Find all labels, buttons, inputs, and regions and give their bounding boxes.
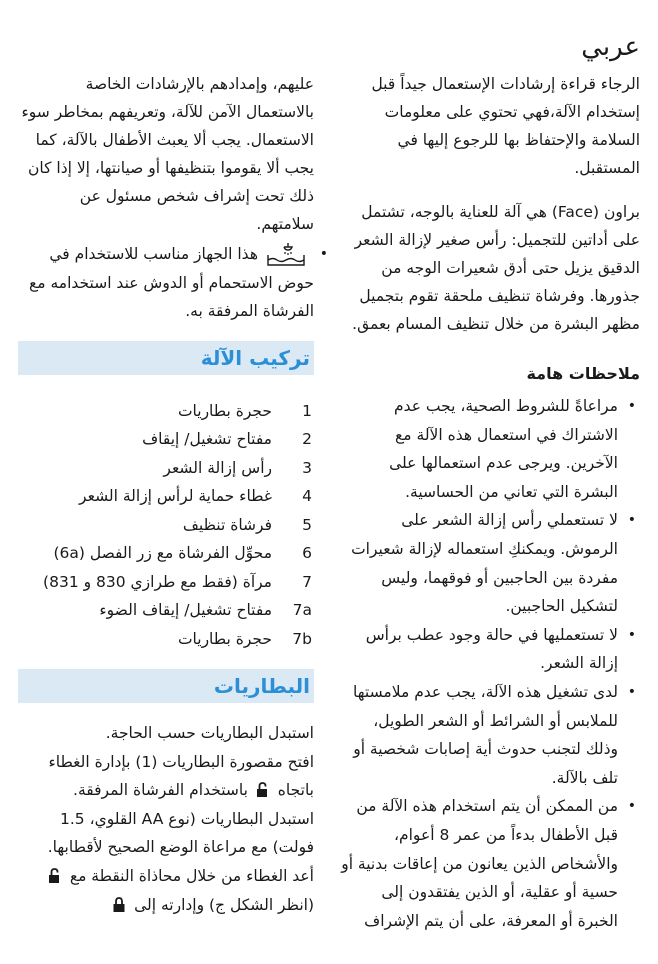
- part-item: [18, 511, 314, 540]
- parts-list: [18, 397, 314, 654]
- part-number: 1: [302, 401, 312, 420]
- part-item: [18, 482, 314, 511]
- part-number: 3: [302, 458, 312, 477]
- unlock-icon: [48, 864, 62, 879]
- part-label: مفتاح تشغيل/ إيقاف الضوء: [99, 601, 272, 619]
- language-title: عربي: [581, 32, 640, 62]
- batteries-line-4a: أعد الغطاء من خلال محاذاة النقطة مع: [69, 866, 314, 885]
- part-label: حجرة بطاريات: [177, 401, 272, 420]
- part-item: [18, 596, 314, 625]
- part-item: [18, 425, 314, 454]
- bullet-icon: •: [627, 398, 636, 414]
- assembly-heading: تركيب الآلة: [18, 341, 314, 375]
- important-notes-list: [340, 392, 640, 935]
- batteries-line-4b: (انظر الشكل ج) وإدارته إلى: [134, 895, 314, 914]
- note-continuation: عليهم، وإمدادهم بالإرشادات الخاصة بالاستعمال الآمن للآلة، وتعريفهم بمخاطر سوء الاستعمال. يجب ألا يعبث الأطفال بالآلة، كما يجب ألا يقوموا بتنظيفها أو صيانتها، إلا إذا كان ذلك تحت إشراف شخص مسئول عن سلامتهم.: [21, 75, 314, 233]
- lock-icon: [112, 893, 126, 908]
- shower-note-text: هذا الجهاز مناسب للاستخدام في حوض الاستحمام أو الدوش عند استخدامه مع الفرشاة المرفقة به.: [29, 245, 314, 320]
- batteries-text: [18, 719, 314, 919]
- note-item: [340, 621, 640, 678]
- part-number: 4: [302, 487, 312, 505]
- part-item: [18, 568, 314, 597]
- part-label: مفتاح تشغيل/ إيقاف: [142, 430, 272, 448]
- part-label: مرآة (فقط مع طرازي 830 و 831): [43, 572, 272, 591]
- batteries-heading: البطاريات: [18, 669, 314, 703]
- part-label: رأس إزالة الشعر: [163, 458, 272, 477]
- note-text: لا تستعمليها في حالة وجود عطب برأس إزالة الشعر.: [365, 625, 618, 673]
- note-text: لا تستعملي رأس إزالة الشعر على الرموش. ويمكنكِ استعماله لإزالة شعيرات مفردة بين الحاجبين أو فوقهما، وليس لتشكيل الحاجبين.: [351, 511, 618, 616]
- part-item: [18, 539, 314, 568]
- note-item: [340, 792, 640, 935]
- right-column: [340, 70, 640, 935]
- bullet-icon: •: [627, 512, 636, 529]
- unlock-icon: [256, 778, 270, 793]
- part-item: [18, 454, 314, 483]
- note-item: [340, 678, 640, 792]
- part-label: فرشاة تنظيف: [182, 515, 272, 534]
- bullet-icon: •: [319, 246, 328, 262]
- shower-note: [18, 240, 328, 325]
- note-item: [340, 392, 640, 506]
- note-text: من الممكن أن يتم استخدام هذه الآلة من قبل الأطفال بدءاً من عمر 8 أعوام، والأشخاص الذين يعانون من إعاقات بدنية أو حسية أو عقلية، أو الذين يفتقدون إلى الخبرة أو المعرفة، على أن يتم الإشراف: [341, 797, 618, 930]
- shower-bath-icon: [264, 241, 308, 269]
- bullet-icon: •: [627, 626, 636, 643]
- batteries-line-1: استبدل البطاريات حسب الحاجة.: [105, 724, 314, 742]
- note-text: لدى تشغيل هذه الآلة، يجب عدم ملامستها للملابس أو الشرائط أو الشعر الطويل، وذلك لتجنب حدوث أية إصابات شخصية أو تلف بالآلة.: [353, 682, 618, 787]
- part-label: غطاء حماية لرأس إزالة الشعر: [79, 487, 272, 505]
- part-number: 7b: [292, 629, 312, 648]
- left-column: [18, 70, 328, 919]
- note-item: [340, 506, 640, 620]
- bullet-icon: •: [627, 798, 636, 815]
- part-item: [18, 397, 314, 426]
- bullet-icon: •: [627, 683, 636, 700]
- important-notes-heading: ملاحظات هامة: [526, 364, 640, 383]
- part-number: 7: [302, 572, 312, 591]
- note-text: مراعاةً للشروط الصحية، يجب عدم الاشتراك في استعمال هذه الآلة مع الآخرين. ويرجى عدم استعمالها على البشرة التي تعاني من الحساسية.: [389, 397, 618, 501]
- batteries-line-3: استبدل البطاريات (نوع AA القلوي، 1.5 فولت) مع مراعاة الوضع الصحيح لأقطابها.: [47, 809, 314, 857]
- part-number: 5: [302, 515, 312, 534]
- intro-product-description: براون (Face) هي آلة للعناية بالوجه، تشتمل على أداتين للتجميل: رأس صغير لإزالة الشعر الدقيق يزيل حتى أدق شعيرات الوجه من جذورها. وفرشاة تنظيف ملحقة تقوم بتجميل مظهر البشرة من خلال تنظيف المسام بعمق.: [352, 203, 640, 333]
- batteries-line-2b: باستخدام الفرشاة المرفقة.: [73, 781, 248, 800]
- part-item: [18, 625, 314, 654]
- part-number: 6: [302, 544, 312, 562]
- batteries-line-4: [18, 862, 314, 919]
- intro-read-instructions: الرجاء قراءة إرشادات الإستعمال جيداً قبل إستخدام الآلة،فهي تحتوي على معلومات السلامة والإحتفاظ بها للرجوع إليها في المستقبل.: [371, 75, 640, 177]
- batteries-line-2a: افتح مقصورة البطاريات (1) بإدارة الغطاء باتجاه: [48, 752, 314, 800]
- part-number: 7a: [292, 601, 312, 619]
- part-label: حجرة بطاريات: [177, 629, 272, 648]
- part-label: محوِّل الفرشاة مع زر الفصل (6a): [53, 544, 272, 562]
- batteries-line-2: [18, 748, 314, 805]
- part-number: 2: [302, 430, 312, 448]
